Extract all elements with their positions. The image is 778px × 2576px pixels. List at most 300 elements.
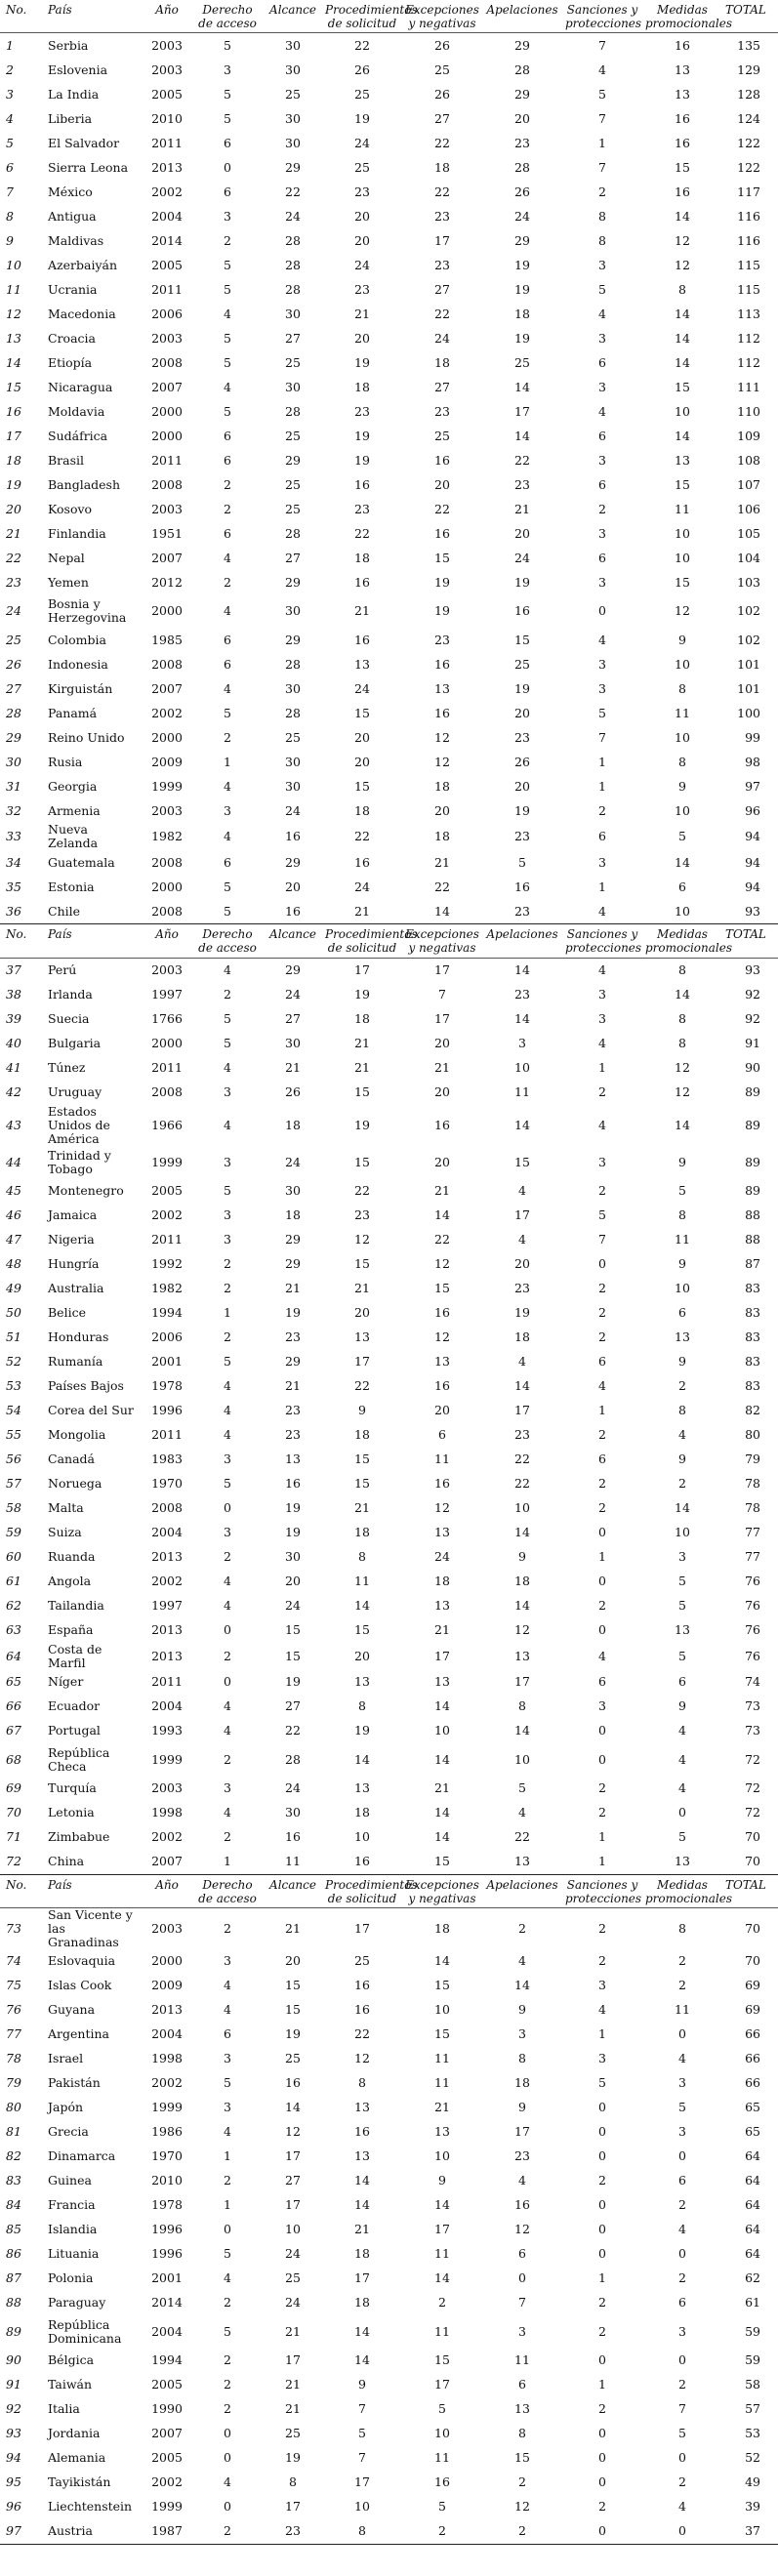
alcance: 29 — [285, 854, 301, 870]
procedimientos: 13 — [354, 656, 370, 672]
table-row — [0, 1998, 778, 2023]
medidas: 5 — [678, 1574, 686, 1589]
sanciones: 0 — [598, 2246, 606, 2262]
derecho-acceso: 5 — [224, 110, 231, 126]
excepciones: 18 — [434, 159, 450, 175]
alcance: 24 — [285, 1780, 301, 1796]
row-number: 4 — [6, 110, 14, 126]
table-row — [0, 1743, 778, 1777]
sanciones: 3 — [598, 1011, 606, 1027]
alcance: 16 — [285, 2075, 301, 2091]
country-name: Sierra Leona — [48, 159, 129, 175]
row-number: 83 — [6, 2173, 21, 2188]
apelaciones: 9 — [518, 2100, 526, 2115]
apelaciones: 2 — [518, 1920, 526, 1936]
derecho-acceso: 6 — [224, 452, 231, 468]
row-number: 35 — [6, 879, 21, 894]
excepciones: 13 — [434, 1598, 450, 1614]
derecho-acceso: 4 — [224, 1978, 231, 1993]
table-row — [0, 2047, 778, 2071]
excepciones: 16 — [434, 1117, 450, 1132]
excepciones: 11 — [434, 2450, 450, 2466]
row-number: 41 — [6, 1060, 21, 1076]
alcance: 17 — [285, 2148, 301, 2164]
apelaciones: 22 — [514, 1829, 530, 1845]
medidas: 2 — [678, 1378, 686, 1394]
row-number: 36 — [6, 903, 21, 919]
derecho-acceso: 5 — [224, 330, 231, 346]
year: 2011 — [151, 135, 183, 150]
sanciones: 2 — [598, 2499, 606, 2515]
row-number: 66 — [6, 1698, 21, 1714]
excepciones: 18 — [434, 1920, 450, 1936]
total-score: 83 — [745, 1354, 760, 1370]
medidas: 5 — [678, 1648, 686, 1663]
year: 1999 — [151, 2499, 183, 2515]
sanciones: 3 — [598, 656, 606, 672]
medidas: 8 — [678, 1403, 686, 1418]
derecho-acceso: 6 — [224, 632, 231, 647]
derecho-acceso: 4 — [224, 1598, 231, 1614]
total-score: 73 — [745, 1723, 760, 1738]
year: 2000 — [151, 1036, 183, 1051]
header-pais: País — [45, 0, 143, 33]
total-score: 70 — [745, 1829, 760, 1845]
table-row — [0, 2145, 778, 2169]
excepciones: 17 — [434, 232, 450, 248]
country-name: Uruguay — [48, 1084, 102, 1100]
total-score: 101 — [737, 656, 760, 672]
total-score: 113 — [737, 306, 760, 321]
apelaciones: 4 — [518, 1354, 526, 1370]
procedimientos: 14 — [354, 2173, 370, 2188]
excepciones: 7 — [438, 987, 446, 1002]
table-row — [0, 1618, 778, 1643]
sanciones: 1 — [598, 2377, 606, 2392]
table-row — [0, 1374, 778, 1399]
procedimientos: 8 — [358, 1698, 366, 1714]
apelaciones: 20 — [514, 1256, 530, 1272]
row-number: 88 — [6, 2295, 21, 2310]
table-row — [0, 1594, 778, 1618]
country-name: Zimbabue — [48, 1829, 110, 1845]
procedimientos: 18 — [354, 1525, 370, 1540]
country-name: Bangladesh — [48, 476, 121, 492]
sanciones: 4 — [598, 1378, 606, 1394]
country-name: Islandia — [48, 2222, 98, 2237]
country-name: Ecuador — [48, 1698, 101, 1714]
header-total: TOTAL — [722, 1874, 778, 1907]
apelaciones: 24 — [514, 208, 530, 224]
sanciones: 3 — [598, 854, 606, 870]
year: 2005 — [151, 257, 183, 272]
row-number: 70 — [6, 1805, 21, 1820]
table-row — [0, 823, 778, 850]
alcance: 28 — [285, 281, 301, 297]
procedimientos: 16 — [354, 854, 370, 870]
country-name: Colombia — [48, 632, 106, 647]
procedimientos: 20 — [354, 754, 370, 769]
table-row — [0, 2446, 778, 2471]
year: 2002 — [151, 184, 183, 199]
apelaciones: 28 — [514, 159, 530, 175]
apelaciones: 29 — [514, 37, 530, 53]
sanciones: 4 — [598, 61, 606, 77]
alcance: 28 — [285, 1751, 301, 1767]
medidas: 2 — [678, 1953, 686, 1969]
table-row — [0, 326, 778, 350]
alcance: 30 — [285, 1183, 301, 1199]
alcance: 25 — [285, 86, 301, 102]
procedimientos: 22 — [354, 1183, 370, 1199]
procedimientos: 17 — [354, 1354, 370, 1370]
year: 2011 — [151, 452, 183, 468]
sanciones: 2 — [598, 2401, 606, 2417]
total-score: 64 — [745, 2197, 760, 2213]
derecho-acceso: 4 — [224, 778, 231, 794]
apelaciones: 20 — [514, 705, 530, 720]
country-name: China — [48, 1854, 85, 1869]
medidas: 4 — [678, 1723, 686, 1738]
header-procedimientos: Procedimientos de solicitud — [322, 924, 402, 958]
medidas: 13 — [675, 452, 690, 468]
alcance: 17 — [285, 2197, 301, 2213]
row-number: 20 — [6, 501, 21, 516]
row-number: 43 — [6, 1117, 21, 1132]
excepciones: 20 — [434, 802, 450, 818]
derecho-acceso: 0 — [224, 2499, 231, 2515]
alcance: 21 — [285, 1920, 301, 1936]
excepciones: 14 — [434, 2270, 450, 2286]
procedimientos: 15 — [354, 778, 370, 794]
table-row — [0, 1423, 778, 1448]
alcance: 29 — [285, 632, 301, 647]
procedimientos: 18 — [354, 802, 370, 818]
derecho-acceso: 5 — [224, 281, 231, 297]
alcance: 23 — [285, 2523, 301, 2539]
medidas: 10 — [675, 403, 690, 419]
row-number: 63 — [6, 1622, 21, 1638]
apelaciones: 4 — [518, 1953, 526, 1969]
year: 2008 — [151, 354, 183, 370]
table-row — [0, 1521, 778, 1545]
derecho-acceso: 1 — [224, 754, 231, 769]
total-score: 73 — [745, 1698, 760, 1714]
excepciones: 13 — [434, 2124, 450, 2140]
row-number: 67 — [6, 1723, 21, 1738]
row-number: 55 — [6, 1427, 21, 1443]
apelaciones: 10 — [514, 1751, 530, 1767]
excepciones: 27 — [434, 281, 450, 297]
total-score: 61 — [745, 2295, 760, 2310]
country-name: Tailandia — [48, 1598, 104, 1614]
row-number: 92 — [6, 2401, 21, 2417]
procedimientos: 24 — [354, 257, 370, 272]
country-name: Eslovenia — [48, 61, 108, 77]
table-row — [0, 2120, 778, 2145]
table-row — [0, 1301, 778, 1326]
year: 2009 — [151, 754, 183, 769]
apelaciones: 24 — [514, 550, 530, 565]
procedimientos: 5 — [358, 2426, 366, 2441]
excepciones: 14 — [434, 1698, 450, 1714]
header-sanciones: Sanciones y protecciones — [562, 924, 642, 958]
total-score: 94 — [745, 879, 760, 894]
row-number: 73 — [6, 1920, 21, 1936]
alcance: 16 — [285, 1476, 301, 1492]
excepciones: 2 — [438, 2523, 446, 2539]
table-row — [0, 1252, 778, 1277]
alcance: 30 — [285, 1549, 301, 1565]
row-number: 38 — [6, 987, 21, 1002]
year: 2006 — [151, 306, 183, 321]
table-row — [0, 472, 778, 497]
sanciones: 1 — [598, 2270, 606, 2286]
medidas: 0 — [678, 2026, 686, 2042]
alcance: 24 — [285, 208, 301, 224]
derecho-acceso: 2 — [224, 1549, 231, 1565]
country-name: Belice — [48, 1305, 86, 1321]
derecho-acceso: 5 — [224, 86, 231, 102]
alcance: 29 — [285, 574, 301, 590]
sanciones: 3 — [598, 452, 606, 468]
excepciones: 17 — [434, 1648, 450, 1663]
total-score: 83 — [745, 1281, 760, 1296]
year: 2013 — [151, 1549, 183, 1565]
procedimientos: 23 — [354, 184, 370, 199]
total-score: 98 — [745, 754, 760, 769]
alcance: 28 — [285, 705, 301, 720]
apelaciones: 14 — [514, 962, 530, 978]
total-score: 99 — [745, 729, 760, 745]
year: 2003 — [151, 501, 183, 516]
year: 2002 — [151, 2474, 183, 2490]
sanciones: 2 — [598, 2323, 606, 2339]
country-name: Suiza — [48, 1525, 82, 1540]
year: 1997 — [151, 1598, 183, 1614]
sanciones: 3 — [598, 1698, 606, 1714]
apelaciones: 10 — [514, 1500, 530, 1516]
apelaciones: 12 — [514, 2222, 530, 2237]
country-name: La India — [48, 86, 100, 102]
alcance: 11 — [285, 1854, 301, 1869]
excepciones: 22 — [434, 184, 450, 199]
excepciones: 11 — [434, 2323, 450, 2339]
table-row — [0, 2291, 778, 2315]
excepciones: 12 — [434, 754, 450, 769]
header-derecho-acceso: Derecho de acceso — [191, 1874, 264, 1907]
apelaciones: 26 — [514, 184, 530, 199]
alcance: 30 — [285, 1036, 301, 1051]
header-procedimientos: Procedimientos de solicitud — [322, 1874, 402, 1907]
sanciones: 3 — [598, 574, 606, 590]
country-name: Bulgaria — [48, 1036, 102, 1051]
derecho-acceso: 6 — [224, 2026, 231, 2042]
excepciones: 12 — [434, 1256, 450, 1272]
table-row — [0, 2023, 778, 2047]
medidas: 4 — [678, 1427, 686, 1443]
row-number: 23 — [6, 574, 21, 590]
country-name: Alemania — [48, 2450, 106, 2466]
apelaciones: 4 — [518, 1232, 526, 1247]
excepciones: 19 — [434, 574, 450, 590]
table-row — [0, 774, 778, 798]
row-number: 28 — [6, 705, 21, 720]
year: 1999 — [151, 1154, 183, 1169]
total-score: 109 — [737, 428, 760, 443]
alcance: 12 — [285, 2124, 301, 2140]
sanciones: 2 — [598, 1329, 606, 1345]
sanciones: 2 — [598, 1281, 606, 1296]
total-score: 135 — [737, 37, 760, 53]
row-number: 81 — [6, 2124, 21, 2140]
derecho-acceso: 4 — [224, 306, 231, 321]
apelaciones: 19 — [514, 680, 530, 696]
total-score: 78 — [745, 1500, 760, 1516]
table-row — [0, 2193, 778, 2218]
year: 1970 — [151, 2148, 183, 2164]
country-name: Maldivas — [48, 232, 104, 248]
year: 2007 — [151, 680, 183, 696]
medidas: 4 — [678, 1751, 686, 1767]
sanciones: 2 — [598, 1476, 606, 1492]
procedimientos: 16 — [354, 1978, 370, 1993]
medidas: 14 — [675, 428, 690, 443]
sanciones: 1 — [598, 754, 606, 769]
total-score: 89 — [745, 1117, 760, 1132]
apelaciones: 14 — [514, 1598, 530, 1614]
row-number: 52 — [6, 1354, 21, 1370]
row-number: 59 — [6, 1525, 21, 1540]
sanciones: 6 — [598, 476, 606, 492]
derecho-acceso: 2 — [224, 729, 231, 745]
header-alcance: Alcance — [264, 1874, 322, 1907]
medidas: 2 — [678, 2270, 686, 2286]
derecho-acceso: 0 — [224, 1500, 231, 1516]
medidas: 10 — [675, 903, 690, 919]
row-number: 64 — [6, 1648, 21, 1663]
alcance: 30 — [285, 754, 301, 769]
country-name: Canadá — [48, 1452, 95, 1467]
total-score: 64 — [745, 2173, 760, 2188]
procedimientos: 18 — [354, 1011, 370, 1027]
medidas: 2 — [678, 2474, 686, 2490]
country-name: Australia — [48, 1281, 104, 1296]
apelaciones: 19 — [514, 574, 530, 590]
year: 2003 — [151, 802, 183, 818]
apelaciones: 0 — [518, 2270, 526, 2286]
table-row — [0, 2218, 778, 2242]
row-number: 25 — [6, 632, 21, 647]
total-score: 70 — [745, 1854, 760, 1869]
apelaciones: 15 — [514, 632, 530, 647]
medidas: 11 — [675, 1232, 690, 1247]
excepciones: 10 — [434, 2002, 450, 2018]
medidas: 12 — [675, 232, 690, 248]
alcance: 28 — [285, 525, 301, 541]
row-number: 27 — [6, 680, 21, 696]
country-name: Guatemala — [48, 854, 115, 870]
medidas: 6 — [678, 1674, 686, 1690]
excepciones: 17 — [434, 2377, 450, 2392]
derecho-acceso: 5 — [224, 903, 231, 919]
alcance: 30 — [285, 306, 301, 321]
excepciones: 14 — [434, 903, 450, 919]
alcance: 29 — [285, 159, 301, 175]
excepciones: 20 — [434, 1154, 450, 1169]
row-number: 79 — [6, 2075, 21, 2091]
derecho-acceso: 2 — [224, 476, 231, 492]
derecho-acceso: 5 — [224, 354, 231, 370]
procedimientos: 13 — [354, 2100, 370, 2115]
country-name: España — [48, 1622, 94, 1638]
header-derecho-acceso: Derecho de acceso — [191, 924, 264, 958]
procedimientos: 19 — [354, 452, 370, 468]
row-number: 80 — [6, 2100, 21, 2115]
procedimientos: 21 — [354, 306, 370, 321]
table-row — [0, 521, 778, 546]
procedimientos: 18 — [354, 2246, 370, 2262]
total-score: 74 — [745, 1674, 760, 1690]
procedimientos: 17 — [354, 1920, 370, 1936]
row-number: 82 — [6, 2148, 21, 2164]
header-medidas: Medidas promocionales — [642, 0, 722, 33]
medidas: 13 — [675, 61, 690, 77]
procedimientos: 15 — [354, 1154, 370, 1169]
total-score: 64 — [745, 2148, 760, 2164]
total-score: 59 — [745, 2352, 760, 2368]
excepciones: 16 — [434, 2474, 450, 2490]
country-name: Nicaragua — [48, 379, 113, 394]
header-no: No. — [0, 1874, 45, 1907]
apelaciones: 17 — [514, 403, 530, 419]
derecho-acceso: 5 — [224, 1183, 231, 1199]
excepciones: 16 — [434, 1305, 450, 1321]
country-name: Francia — [48, 2197, 96, 2213]
total-score: 62 — [745, 2270, 760, 2286]
sanciones: 0 — [598, 2100, 606, 2115]
sanciones: 4 — [598, 903, 606, 919]
excepciones: 20 — [434, 476, 450, 492]
alcance: 25 — [285, 729, 301, 745]
table-row — [0, 2096, 778, 2120]
sanciones: 0 — [598, 2352, 606, 2368]
row-number: 9 — [6, 232, 14, 248]
year: 1970 — [151, 1476, 183, 1492]
total-score: 66 — [745, 2075, 760, 2091]
total-score: 89 — [745, 1154, 760, 1169]
year: 1996 — [151, 2246, 183, 2262]
alcance: 15 — [285, 1622, 301, 1638]
year: 1993 — [151, 1723, 183, 1738]
header-no: No. — [0, 0, 45, 33]
medidas: 0 — [678, 2246, 686, 2262]
header-anio: Año — [143, 1874, 191, 1907]
apelaciones: 3 — [518, 1036, 526, 1051]
alcance: 24 — [285, 802, 301, 818]
excepciones: 9 — [438, 2173, 446, 2188]
country-name: Pakistán — [48, 2075, 101, 2091]
row-number: 13 — [6, 330, 21, 346]
medidas: 12 — [675, 257, 690, 272]
medidas: 8 — [678, 1036, 686, 1051]
country-name: Austria — [48, 2523, 93, 2539]
derecho-acceso: 5 — [224, 1036, 231, 1051]
table-row — [0, 1777, 778, 1801]
total-score: 96 — [745, 802, 760, 818]
total-score: 101 — [737, 680, 760, 696]
medidas: 14 — [675, 306, 690, 321]
